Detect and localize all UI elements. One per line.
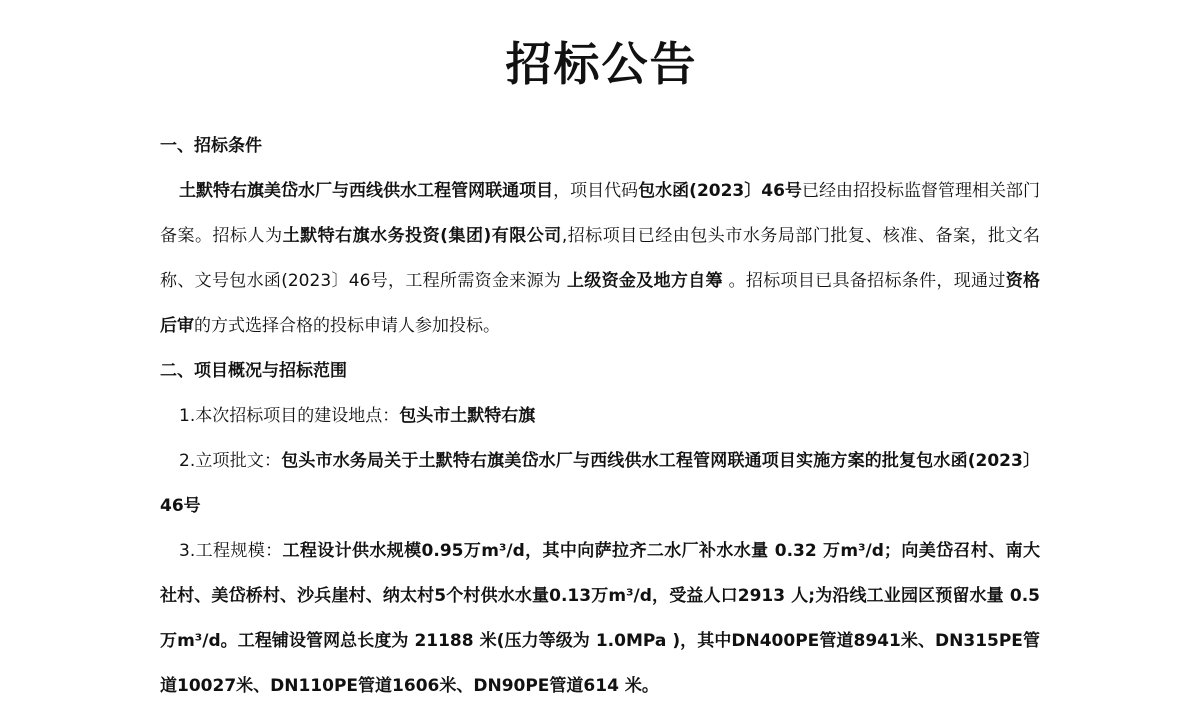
qualification-method: 资格后审	[160, 271, 1041, 336]
paragraph-text-5: 的方式选择合格的投标申请人参加投标。	[194, 316, 500, 336]
item-2-label: 2.立项批文：	[179, 451, 282, 471]
section-2-heading: 二、项目概况与招标范围	[160, 361, 347, 381]
item-3-value: 工程设计供水规模0.95万m³/d，其中向萨拉齐二水厂补水水量 0.32 万m³/d；向美岱召村、南大社村、美岱桥村、沙兵崖村、纳太村5个村供水水量0.13万m³/d，受益人口2913 人;为沿线工业园区预留水量 0.5 万m³/d。工程铺设管网总长度为 21188 米(压力等级为 1.0MPa )，其中DN400PE管道8941米、DN315PE管道10027米、DN110PE管道1606米、DN90PE管道614 米。	[160, 541, 1040, 696]
paragraph-text-1: ，项目代码	[553, 181, 639, 201]
project-code: 包水函(2023〕46号	[638, 181, 802, 201]
tenderer-name: 土默特右旗水务投资(集团)有限公司	[282, 226, 562, 246]
paragraph-text-2: 已经由招投标监督管理相关部门备案。招标人为	[160, 181, 1041, 246]
document-body	[160, 124, 1040, 709]
funding-source: 上级资金及地方自筹	[566, 271, 723, 291]
page-title: 招标公告	[505, 37, 698, 91]
paragraph-text-4: 。招标项目已具备招标条件，现通过	[722, 271, 1006, 291]
item-1-label: 1.本次招标项目的建设地点：	[179, 406, 400, 426]
item-3-project-scale	[160, 529, 1040, 709]
item-3-label: 3.工程规模：	[179, 541, 283, 561]
item-1-value: 包头市土默特右旗	[399, 406, 536, 426]
project-name: 土默特右旗美岱水厂与西线供水工程管网联通项目	[179, 181, 554, 201]
section-1-heading: 一、招标条件	[160, 136, 262, 156]
item-2-approval-document	[160, 439, 1040, 529]
item-1-construction-site	[160, 394, 1040, 439]
section-1-paragraph	[160, 169, 1040, 349]
paragraph-text-3: ,招标项目已经由包头市水务局部门批复、核准、备案，批文名称、文号包水函(2023〕46号，工程所需资金来源为	[160, 226, 1041, 291]
item-2-value: 包头市水务局关于土默特右旗美岱水厂与西线供水工程管网联通项目实施方案的批复包水函(2023〕46号	[160, 451, 1040, 516]
